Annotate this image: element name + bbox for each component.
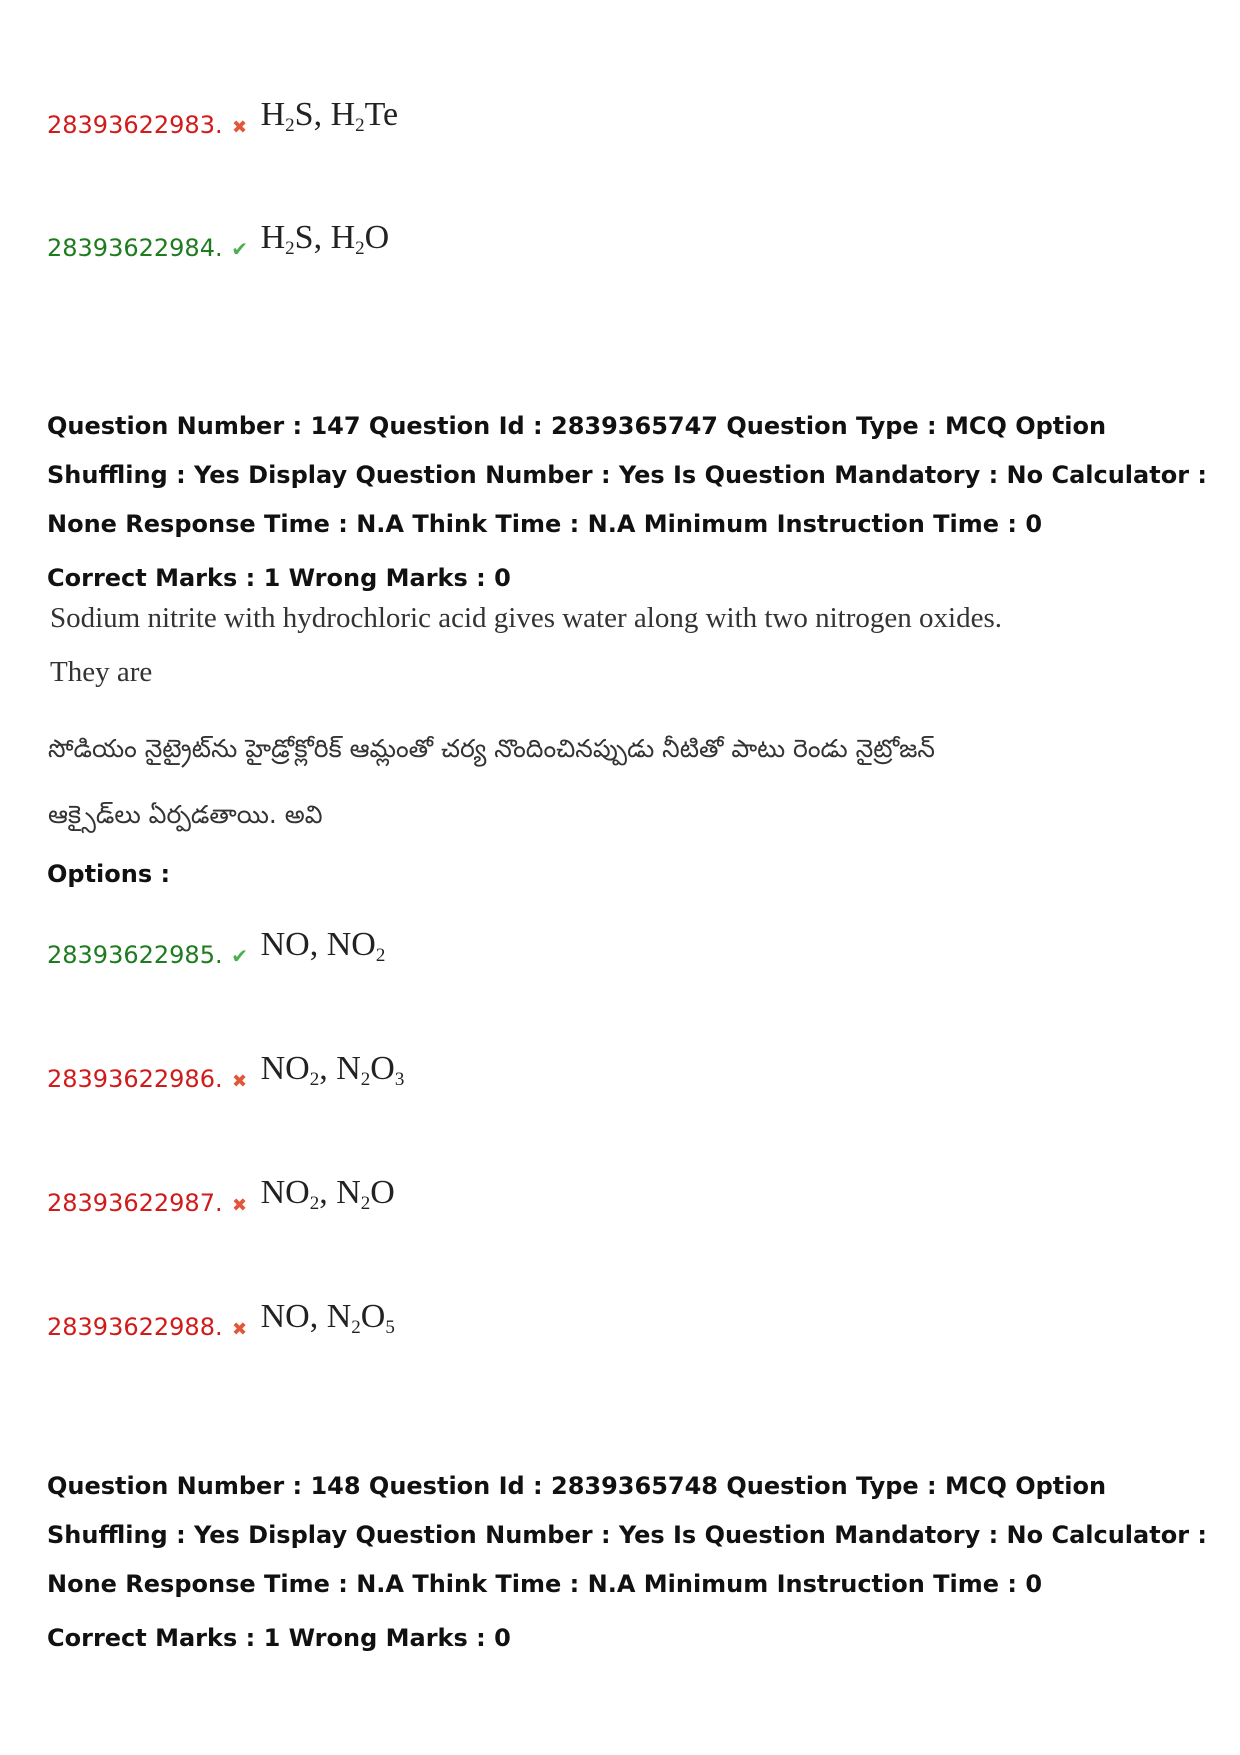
options-label: Options :: [47, 860, 171, 888]
cross-icon: ✖: [232, 1319, 248, 1340]
option-row: [47, 926, 386, 972]
option-id: 28393622984.: [47, 234, 223, 262]
question-text-en: They are: [50, 656, 153, 688]
question-text-en: Sodium nitrite with hydrochloric acid gives water along with two nitrogen oxides.: [50, 602, 1002, 634]
option-row: [47, 1298, 395, 1344]
cross-icon: ✖: [232, 1071, 248, 1092]
option-row: [47, 1050, 405, 1096]
option-row: [47, 219, 390, 265]
check-icon: ✔: [231, 237, 248, 261]
cross-icon: ✖: [232, 1195, 248, 1216]
question-text-te: ఆక్సైడ్‌లు ఏర్పడతాయి. అవి: [48, 800, 323, 829]
question-text-te: సోడియం నైట్రైట్‌ను హైడ్రోక్లోరిక్ ఆమ్లంతో చర్య నొందించినప్పుడు నీటితో పాటు రెండు నైట్రోజన్: [48, 734, 935, 763]
option-id: 28393622983.: [47, 111, 223, 139]
option-formula: $H_2S$, $H_2O$: [260, 219, 390, 259]
cross-icon: ✖: [232, 117, 248, 138]
option-id: 28393622988.: [47, 1313, 223, 1341]
question-meta: Question Number : 148 Question Id : 2839365748 Question Type : MCQ Option Shuffling : Yes Display Question Number : Yes Is Question Mandatory : No Calculator : None Response Time : N.A Think Time : N.A Minimum Instruction Time : 0: [47, 1472, 1207, 1598]
question-marks: Correct Marks : 1 Wrong Marks : 0: [47, 564, 511, 592]
check-icon: ✔: [231, 944, 248, 968]
option-formula: NO, $N_2O_5$: [260, 1298, 395, 1338]
question-meta: Question Number : 147 Question Id : 2839365747 Question Type : MCQ Option Shuffling : Yes Display Question Number : Yes Is Question Mandatory : No Calculator : None Response Time : N.A Think Time : N.A Minimum Instruction Time : 0: [47, 412, 1207, 538]
option-id: 28393622985.: [47, 941, 223, 969]
option-formula: $NO_2$, $N_2O$: [260, 1174, 395, 1214]
option-row: [47, 1174, 395, 1220]
option-formula: NO, $NO_2$: [260, 926, 386, 966]
option-id: 28393622986.: [47, 1065, 223, 1093]
option-id: 28393622987.: [47, 1189, 223, 1217]
question-marks: Correct Marks : 1 Wrong Marks : 0: [47, 1624, 511, 1652]
option-formula: $H_2S$, $H_2Te$: [260, 96, 399, 136]
option-row: [47, 96, 399, 142]
option-formula: $NO_2$, $N_2O_3$: [260, 1050, 405, 1090]
